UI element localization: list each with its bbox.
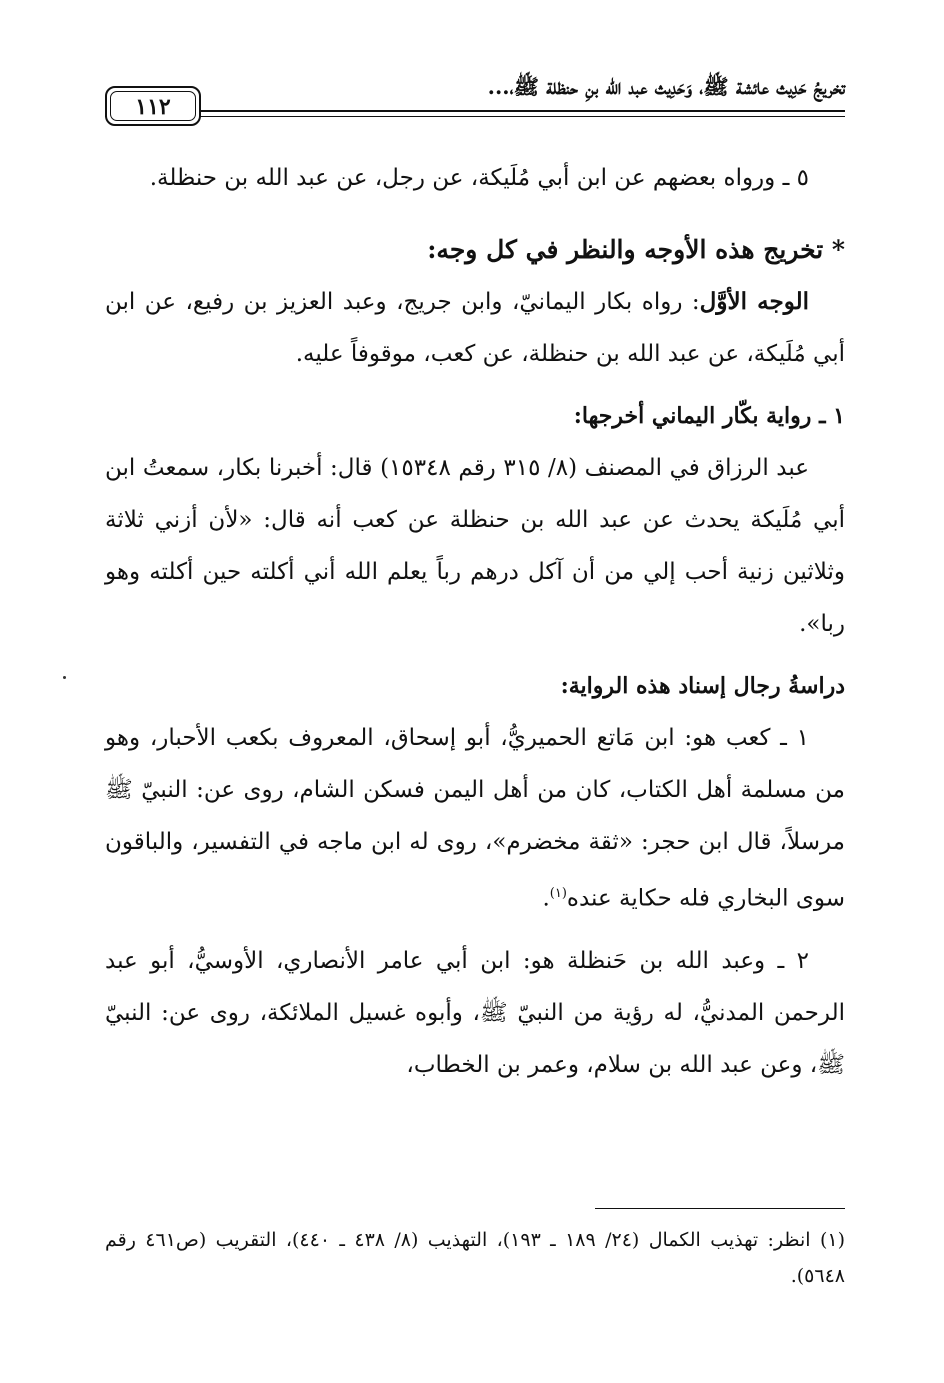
first-aspect-paragraph — [105, 276, 845, 380]
narrator-1-text: ١ ـ كعب هو: ابن مَاتع الحميريُّ، أبو إسحاق، المعروف بكعب الأحبار، وهو من مسلمة أهل الكتاب، كان من أهل اليمن فسكن الشام، روى عن: النبيّ ﷺ مرسلاً، قال ابن حجر: «ثقة مخضرم»، روى له ابن ماجه في التفسير، والباقون سوى البخاري فله حكاية عنده — [105, 725, 845, 912]
riwaya-paragraph: عبد الرزاق في المصنف (٨/ ٣١٥ رقم ١٥٣٤٨) قال: أخبرنا بكار، سمعتُ ابن أبي مُلَيكة يحدث عن عبد الله بن حنظلة عن كعب أنه قال: «لأن أزني ثلاثة وثلاثين زنية أحب إلي من أن آكل درهم رباً يعلم الله أني أكلته حين أكلته وهو ربا». — [105, 455, 845, 637]
section-heading: * تخريج هذه الأوجه والنظر في كل وجه: — [427, 235, 845, 264]
narrator-1-paragraph — [105, 712, 845, 925]
footnote-1: (١) انظر: تهذيب الكمال (٢٤/ ١٨٩ ـ ١٩٣)، التهذيب (٨/ ٤٣٨ ـ ٤٤٠)، التقريب (ص٤٦١ رقم ٥٦٤٨). — [105, 1229, 845, 1287]
first-aspect-label: الوجه الأوَّل — [699, 288, 809, 315]
narrator-1-end: . — [542, 885, 550, 912]
first-aspect-text: : رواه بكار اليمانيّ، وابن جريج، وعبد العزيز بن رفيع، عن ابن أبي مُلَيكة، عن عبد الله بن حنظلة، عن كعب، موقوفاً عليه. — [105, 289, 845, 367]
footnote-marker[interactable]: (١) — [549, 886, 567, 901]
page-number-frame — [105, 86, 201, 126]
footnote-separator — [595, 1208, 845, 1209]
running-header — [105, 70, 845, 130]
riwaya-heading: ١ ـ رواية بكّار اليماني أخرجها: — [573, 403, 845, 429]
main-text — [105, 152, 845, 1091]
margin-dot — [63, 676, 66, 679]
narrator-2-paragraph: ٢ ـ وعبد الله بن حَنظلة هو: ابن أبي عامر الأنصاري، الأوسيُّ، أبو عبد الرحمن المدنيُّ، له رؤية من النبيّ ﷺ، وأبوه غسيل الملائكة، روى عن: النبيّ ﷺ، وعن عبد الله بن سلام، وعمر بن الخطاب، — [105, 947, 845, 1078]
page-number: ١١٢ — [110, 91, 196, 121]
header-rule — [105, 110, 845, 120]
running-title: تخريجُ حَدِيث عائشة ﷺ، وَحَدِيث عبد الله بنِ حنظلة ﷺ،... — [487, 74, 845, 99]
narrators-study-heading: دراسةُ رجال إسناد هذه الرواية: — [560, 673, 845, 699]
narration-item-5: ٥ ـ ورواه بعضهم عن ابن أبي مُلَيكة، عن رجل، عن عبد الله بن حنظلة. — [149, 165, 809, 191]
